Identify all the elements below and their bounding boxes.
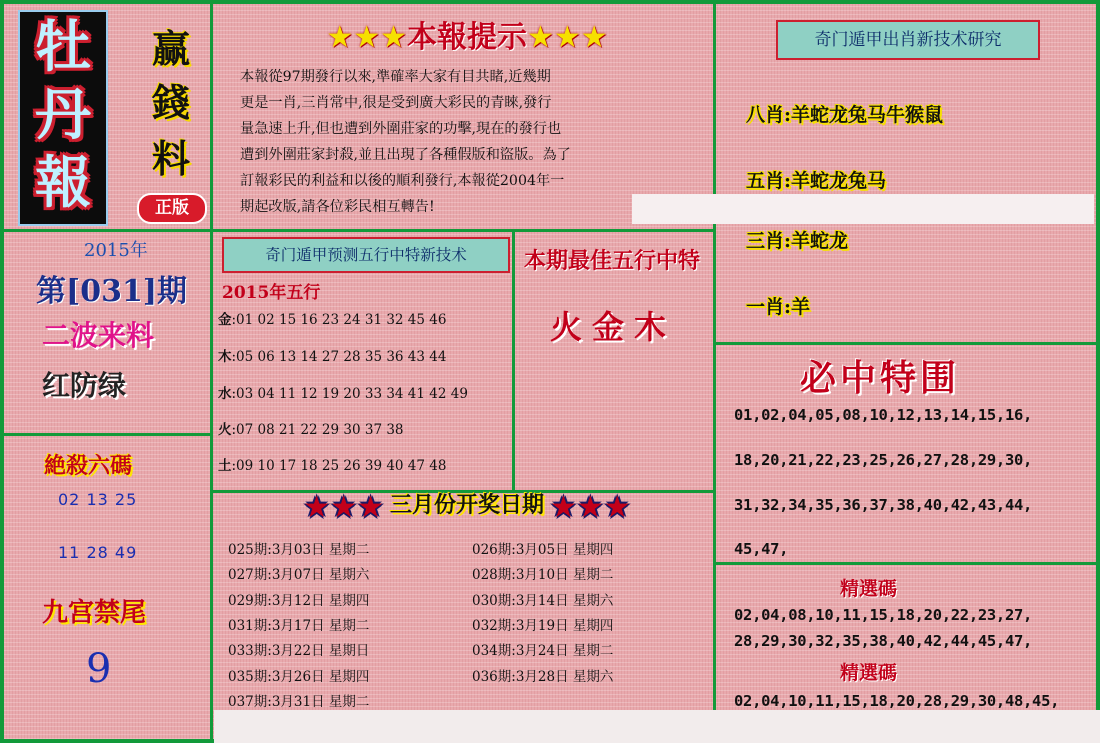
notice-line: 遭到外圍莊家封殺,並且出現了各種假版和盜版。為了 [240, 147, 571, 163]
schedule-row: 037期:3月31日 星期二 [228, 694, 370, 710]
must-hit-numbers: 31,32,34,35,36,37,38,40,42,43,44, [734, 496, 1033, 514]
blank-strip [214, 710, 1100, 743]
schedule-row: 026期:3月05日 星期四 [472, 542, 614, 558]
best-element-title: 本期最佳五行中特 [524, 248, 701, 274]
schedule-row: 032期:3月19日 星期四 [472, 618, 614, 634]
pick-numbers: 02,04,08,10,11,15,18,20,22,23,27, [734, 606, 1033, 624]
nine-palace-title: 九宫禁尾 [42, 598, 147, 628]
element-numbers: :05 06 13 14 27 28 35 36 43 44 [231, 349, 447, 365]
color-pick: 红防绿 [42, 369, 127, 402]
grid-line [713, 0, 716, 743]
zodiac-pick: 三肖:羊蛇龙 [746, 230, 849, 252]
kill-six-title: 絶殺六碼 [44, 453, 133, 479]
notice-line: 訂報彩民的利益和以後的順利發行,本報從2004年一 [240, 173, 565, 189]
pick-title: 精選碼 [840, 662, 898, 684]
grid-line [1096, 0, 1100, 743]
must-hit-numbers: 18,20,21,22,23,25,26,27,28,29,30, [734, 451, 1033, 469]
pick-title: 精選碼 [840, 578, 898, 600]
schedule-row: 033期:3月22日 星期日 [228, 643, 370, 659]
star-icon: ★★★ [303, 490, 384, 525]
schedule-row: 036期:3月28日 星期六 [472, 669, 614, 685]
masthead-char: 報 [35, 150, 91, 216]
wuxing-row [218, 382, 468, 402]
tagline-char: 料 [151, 136, 190, 181]
element-numbers: :07 08 21 22 29 30 37 38 [231, 422, 404, 438]
year-label: 2015年 [84, 240, 148, 261]
notice-line: 期起改版,請各位彩民相互轉告! [240, 199, 435, 215]
star-icon: ★★★ [326, 20, 407, 55]
schedule-row: 035期:3月26日 星期四 [228, 669, 370, 685]
notice-title-text: 本報提示 [407, 20, 527, 55]
notice-title [308, 12, 626, 56]
masthead-char: 牡 [35, 14, 91, 80]
notice-line: 量急速上升,但也遭到外圍莊家的功擊,現在的發行也 [240, 121, 562, 137]
notice-line: 本報從97期發行以來,準確率大家有目共睹,近幾期 [240, 69, 551, 85]
tagline-char: 赢 [151, 26, 190, 71]
wave-pick: 二波来料 [42, 319, 155, 352]
grid-line [210, 0, 213, 743]
schedule-row: 034期:3月24日 星期二 [472, 643, 614, 659]
schedule-row: 028期:3月10日 星期二 [472, 567, 614, 583]
nine-palace-value: 9 [86, 646, 112, 692]
masthead-char: 丹 [35, 82, 91, 148]
grid-line [716, 342, 1096, 345]
pick-numbers: 28,29,30,32,35,38,40,42,44,45,47, [734, 632, 1033, 650]
schedule-row: 031期:3月17日 星期二 [228, 618, 370, 634]
wuxing-row [218, 454, 446, 474]
must-hit-title: 必中特围 [800, 357, 961, 399]
wuxing-row [218, 345, 446, 365]
grid-line [0, 0, 4, 743]
pick-numbers: 02,04,10,11,15,18,20,28,29,30,48,45, [734, 692, 1060, 710]
wuxing-title-box: 奇门遁甲预测五行中特新技术 [222, 237, 510, 273]
wuxing-row [218, 308, 446, 328]
zodiac-pick: 五肖:羊蛇龙兔马 [746, 170, 887, 192]
genuine-badge: 正版 [137, 193, 207, 224]
grid-line [512, 232, 515, 490]
element-label: 水 [218, 386, 232, 402]
element-numbers: :03 04 11 12 19 20 33 34 41 42 49 [231, 386, 468, 402]
tagline-char: 錢 [151, 80, 190, 125]
element-numbers: :09 10 17 18 25 26 39 40 47 48 [231, 458, 447, 474]
notice-line: 更是一肖,三肖常中,很是受到廣大彩民的青睞,發行 [240, 95, 552, 111]
grid-line [0, 229, 716, 232]
schedule-row: 027期:3月07日 星期六 [228, 567, 370, 583]
best-element-value: 火金木 [550, 308, 677, 346]
schedule-row: 030期:3月14日 星期六 [472, 593, 614, 609]
research-title-box: 奇门遁甲出肖新技术研究 [776, 20, 1040, 60]
schedule-row: 025期:3月03日 星期二 [228, 542, 370, 558]
star-icon: ★★★ [550, 490, 631, 525]
element-numbers: :01 02 15 16 23 24 31 32 45 46 [231, 312, 447, 328]
kill-numbers: 11 28 49 [58, 543, 138, 562]
must-hit-numbers: 45,47, [734, 540, 789, 558]
grid-line [0, 433, 213, 436]
grid-line [0, 0, 1100, 4]
issue-number: 第[031]期 [36, 274, 188, 309]
schedule-title-text: 三月份开奖日期 [389, 492, 544, 518]
kill-numbers: 02 13 25 [58, 490, 138, 509]
element-label: 金 [218, 312, 232, 328]
star-icon: ★★★ [527, 20, 608, 55]
schedule-title [228, 488, 706, 525]
notice-body [240, 64, 686, 220]
element-label: 木 [218, 349, 232, 365]
masthead-logo [18, 10, 108, 226]
element-label: 火 [218, 422, 232, 438]
wuxing-row [218, 418, 404, 438]
zodiac-pick: 一肖:羊 [746, 296, 811, 318]
blank-strip [632, 194, 1094, 224]
zodiac-pick: 八肖:羊蛇龙兔马牛猴鼠 [746, 104, 944, 126]
must-hit-numbers: 01,02,04,05,08,10,12,13,14,15,16, [734, 406, 1033, 424]
wuxing-year-title: 2015年五行 [222, 283, 321, 303]
element-label: 土 [218, 458, 232, 474]
schedule-row: 029期:3月12日 星期四 [228, 593, 370, 609]
grid-line [716, 562, 1096, 565]
